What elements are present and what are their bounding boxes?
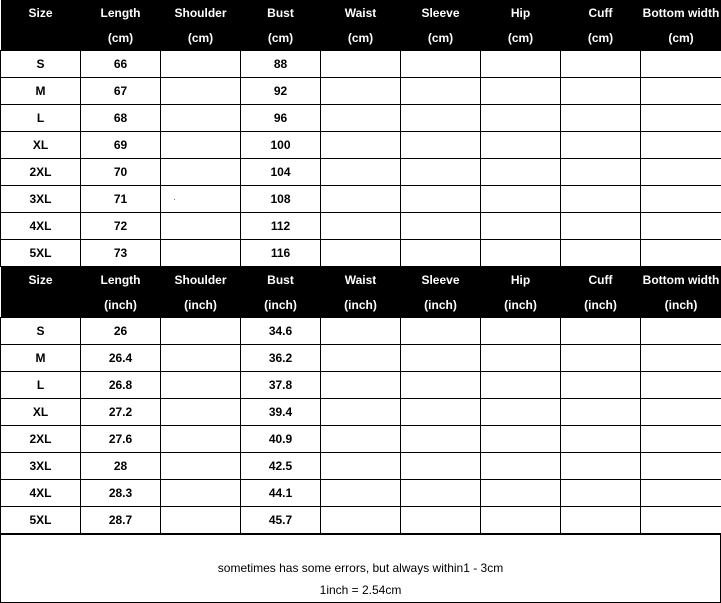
- table-row: [1, 240, 721, 267]
- table-row: [1, 105, 721, 132]
- column-unit-cell: (cm): [401, 25, 481, 51]
- measurement-cell: [401, 399, 481, 426]
- measurement-cell: 104: [241, 159, 321, 186]
- column-unit-cell: (cm): [641, 25, 721, 51]
- size-label-cell: S: [1, 51, 81, 78]
- measurement-cell: [641, 426, 721, 453]
- column-header-cell: Shoulder: [161, 267, 241, 292]
- measurement-cell: [481, 186, 561, 213]
- measurement-cell: [641, 213, 721, 240]
- measurement-cell: [161, 51, 241, 78]
- measurement-cell: [561, 186, 641, 213]
- table-row: [1, 186, 721, 213]
- measurement-cell: [321, 318, 401, 345]
- measurement-cell: [401, 51, 481, 78]
- measurement-cell: 26.8: [81, 372, 161, 399]
- measurement-cell: [561, 78, 641, 105]
- measurement-cell: [321, 345, 401, 372]
- measurement-cell: [561, 480, 641, 507]
- table-row: [1, 345, 721, 372]
- stray-dot: [174, 199, 175, 200]
- measurement-cell: 28.7: [81, 507, 161, 534]
- table-row: [1, 318, 721, 345]
- measurement-cell: [321, 132, 401, 159]
- size-label-cell: 3XL: [1, 186, 81, 213]
- column-header-cell: Cuff: [561, 267, 641, 292]
- column-header-cell: Waist: [321, 0, 401, 25]
- measurement-cell: [161, 399, 241, 426]
- measurement-cell: [161, 105, 241, 132]
- measurement-cell: 28.3: [81, 480, 161, 507]
- header-row-units: [1, 25, 721, 51]
- measurement-cell: 36.2: [241, 345, 321, 372]
- column-unit-cell: (cm): [481, 25, 561, 51]
- measurement-cell: 67: [81, 78, 161, 105]
- column-unit-cell: (cm): [81, 25, 161, 51]
- measurement-cell: [161, 480, 241, 507]
- measurement-cell: 100: [241, 132, 321, 159]
- measurement-cell: [401, 213, 481, 240]
- measurement-cell: [641, 240, 721, 267]
- measurement-cell: 72: [81, 213, 161, 240]
- table-row: [1, 159, 721, 186]
- measurement-cell: [481, 372, 561, 399]
- measurement-cell: [321, 453, 401, 480]
- size-table-cm: [0, 0, 721, 267]
- measurement-cell: 34.6: [241, 318, 321, 345]
- column-unit-cell: (cm): [321, 25, 401, 51]
- measurement-cell: [641, 51, 721, 78]
- column-unit-cell: (cm): [241, 25, 321, 51]
- measurement-cell: [401, 453, 481, 480]
- measurement-cell: [641, 345, 721, 372]
- table-row: [1, 480, 721, 507]
- column-header-cell: Hip: [481, 0, 561, 25]
- measurement-cell: [481, 453, 561, 480]
- measurement-cell: [561, 318, 641, 345]
- column-unit-cell: (inch): [81, 292, 161, 318]
- column-unit-cell: [1, 25, 81, 51]
- column-header-cell: Cuff: [561, 0, 641, 25]
- column-unit-cell: (cm): [161, 25, 241, 51]
- size-label-cell: 5XL: [1, 507, 81, 534]
- measurement-cell: [401, 78, 481, 105]
- header-row-names: [1, 0, 721, 25]
- measurement-cell: [561, 213, 641, 240]
- measurement-cell: [321, 213, 401, 240]
- size-label-cell: S: [1, 318, 81, 345]
- measurement-cell: 96: [241, 105, 321, 132]
- measurement-cell: [641, 480, 721, 507]
- measurement-cell: 45.7: [241, 507, 321, 534]
- measurement-cell: [401, 132, 481, 159]
- measurement-cell: [561, 105, 641, 132]
- measurement-cell: [321, 159, 401, 186]
- measurement-cell: [481, 78, 561, 105]
- measurement-cell: [401, 240, 481, 267]
- measurement-cell: 27.2: [81, 399, 161, 426]
- size-label-cell: 2XL: [1, 159, 81, 186]
- measurement-cell: [561, 372, 641, 399]
- size-label-cell: M: [1, 78, 81, 105]
- table-row: [1, 132, 721, 159]
- measurement-cell: [321, 480, 401, 507]
- measurement-cell: [401, 318, 481, 345]
- column-unit-cell: (inch): [321, 292, 401, 318]
- measurement-cell: 70: [81, 159, 161, 186]
- table-body-cm: [1, 51, 721, 267]
- table-row: [1, 372, 721, 399]
- measurement-cell: [641, 318, 721, 345]
- measurement-cell: [641, 78, 721, 105]
- size-label-cell: XL: [1, 399, 81, 426]
- measurement-cell: [321, 372, 401, 399]
- measurement-cell: [641, 453, 721, 480]
- size-label-cell: 4XL: [1, 213, 81, 240]
- column-header-cell: Size: [1, 0, 81, 25]
- column-unit-cell: (inch): [241, 292, 321, 318]
- measurement-cell: [401, 105, 481, 132]
- measurement-cell: [321, 507, 401, 534]
- measurement-cell: 42.5: [241, 453, 321, 480]
- column-header-cell: Bust: [241, 0, 321, 25]
- table-row: [1, 426, 721, 453]
- measurement-cell: [321, 240, 401, 267]
- measurement-cell: [401, 507, 481, 534]
- measurement-cell: 26: [81, 318, 161, 345]
- measurement-cell: 26.4: [81, 345, 161, 372]
- measurement-cell: [161, 213, 241, 240]
- table-row: [1, 507, 721, 534]
- measurement-cell: [481, 51, 561, 78]
- measurement-cell: 73: [81, 240, 161, 267]
- measurement-cell: [481, 345, 561, 372]
- measurement-cell: [561, 132, 641, 159]
- measurement-cell: 71: [81, 186, 161, 213]
- measurement-cell: [161, 426, 241, 453]
- measurement-cell: [481, 105, 561, 132]
- column-header-cell: Shoulder: [161, 0, 241, 25]
- size-label-cell: 3XL: [1, 453, 81, 480]
- measurement-cell: 39.4: [241, 399, 321, 426]
- column-unit-cell: (cm): [561, 25, 641, 51]
- measurement-cell: 27.6: [81, 426, 161, 453]
- measurement-cell: [161, 507, 241, 534]
- size-label-cell: 5XL: [1, 240, 81, 267]
- column-header-cell: Sleeve: [401, 267, 481, 292]
- measurement-cell: [641, 186, 721, 213]
- column-unit-cell: (inch): [481, 292, 561, 318]
- table-row: [1, 453, 721, 480]
- measurement-cell: [401, 372, 481, 399]
- measurement-cell: [481, 213, 561, 240]
- size-label-cell: M: [1, 345, 81, 372]
- column-unit-cell: (inch): [641, 292, 721, 318]
- measurement-error-note: sometimes has some errors, but always within1 - 3cm: [217, 561, 504, 575]
- table-row: [1, 78, 721, 105]
- column-unit-cell: (inch): [161, 292, 241, 318]
- measurement-cell: [481, 240, 561, 267]
- size-label-cell: 2XL: [1, 426, 81, 453]
- size-label-cell: 4XL: [1, 480, 81, 507]
- measurement-cell: [321, 51, 401, 78]
- measurement-cell: [561, 399, 641, 426]
- column-header-cell: Length: [81, 267, 161, 292]
- measurement-cell: [161, 240, 241, 267]
- measurement-cell: [161, 318, 241, 345]
- measurement-cell: 40.9: [241, 426, 321, 453]
- measurement-cell: [401, 159, 481, 186]
- measurement-cell: [481, 480, 561, 507]
- unit-conversion-note: 1inch = 2.54cm: [319, 583, 402, 597]
- measurement-cell: [401, 480, 481, 507]
- measurement-cell: 116: [241, 240, 321, 267]
- measurement-cell: [641, 507, 721, 534]
- size-table-inch: [0, 267, 721, 534]
- measurement-cell: [161, 372, 241, 399]
- header-row-units: [1, 292, 721, 318]
- measurement-cell: [561, 240, 641, 267]
- measurement-cell: [641, 132, 721, 159]
- measurement-cell: [481, 159, 561, 186]
- measurement-cell: [481, 426, 561, 453]
- measurement-cell: [561, 345, 641, 372]
- header-row-names: [1, 267, 721, 292]
- column-unit-cell: (inch): [561, 292, 641, 318]
- measurement-cell: [321, 426, 401, 453]
- column-header-cell: Bust: [241, 267, 321, 292]
- measurement-cell: [641, 105, 721, 132]
- footer-note-box: [0, 534, 721, 603]
- measurement-cell: [641, 159, 721, 186]
- column-header-cell: Sleeve: [401, 0, 481, 25]
- measurement-cell: 69: [81, 132, 161, 159]
- table-row: [1, 51, 721, 78]
- measurement-cell: 92: [241, 78, 321, 105]
- measurement-cell: [561, 507, 641, 534]
- column-header-cell: Hip: [481, 267, 561, 292]
- measurement-cell: [161, 453, 241, 480]
- measurement-cell: [321, 399, 401, 426]
- measurement-cell: 28: [81, 453, 161, 480]
- measurement-cell: [321, 186, 401, 213]
- measurement-cell: [321, 78, 401, 105]
- column-header-cell: Size: [1, 267, 81, 292]
- measurement-cell: 108: [241, 186, 321, 213]
- measurement-cell: 44.1: [241, 480, 321, 507]
- measurement-cell: [641, 372, 721, 399]
- measurement-cell: [561, 159, 641, 186]
- column-header-cell: Bottom width: [641, 0, 721, 25]
- column-header-cell: Bottom width: [641, 267, 721, 292]
- measurement-cell: [481, 399, 561, 426]
- table-body-inch: [1, 318, 721, 534]
- measurement-cell: [481, 132, 561, 159]
- measurement-cell: [481, 318, 561, 345]
- measurement-cell: [401, 345, 481, 372]
- measurement-cell: 37.8: [241, 372, 321, 399]
- measurement-cell: [641, 399, 721, 426]
- measurement-cell: [481, 507, 561, 534]
- column-unit-cell: (inch): [401, 292, 481, 318]
- measurement-cell: [161, 186, 241, 213]
- measurement-cell: [321, 105, 401, 132]
- measurement-cell: [161, 78, 241, 105]
- column-unit-cell: [1, 292, 81, 318]
- table-row: [1, 213, 721, 240]
- measurement-cell: [561, 453, 641, 480]
- measurement-cell: 66: [81, 51, 161, 78]
- measurement-cell: [561, 426, 641, 453]
- measurement-cell: [161, 159, 241, 186]
- measurement-cell: [401, 186, 481, 213]
- size-label-cell: L: [1, 372, 81, 399]
- measurement-cell: 68: [81, 105, 161, 132]
- column-header-cell: Length: [81, 0, 161, 25]
- measurement-cell: [401, 426, 481, 453]
- measurement-cell: [561, 51, 641, 78]
- measurement-cell: [161, 345, 241, 372]
- column-header-cell: Waist: [321, 267, 401, 292]
- size-label-cell: XL: [1, 132, 81, 159]
- measurement-cell: [161, 132, 241, 159]
- measurement-cell: 112: [241, 213, 321, 240]
- table-row: [1, 399, 721, 426]
- size-label-cell: L: [1, 105, 81, 132]
- measurement-cell: 88: [241, 51, 321, 78]
